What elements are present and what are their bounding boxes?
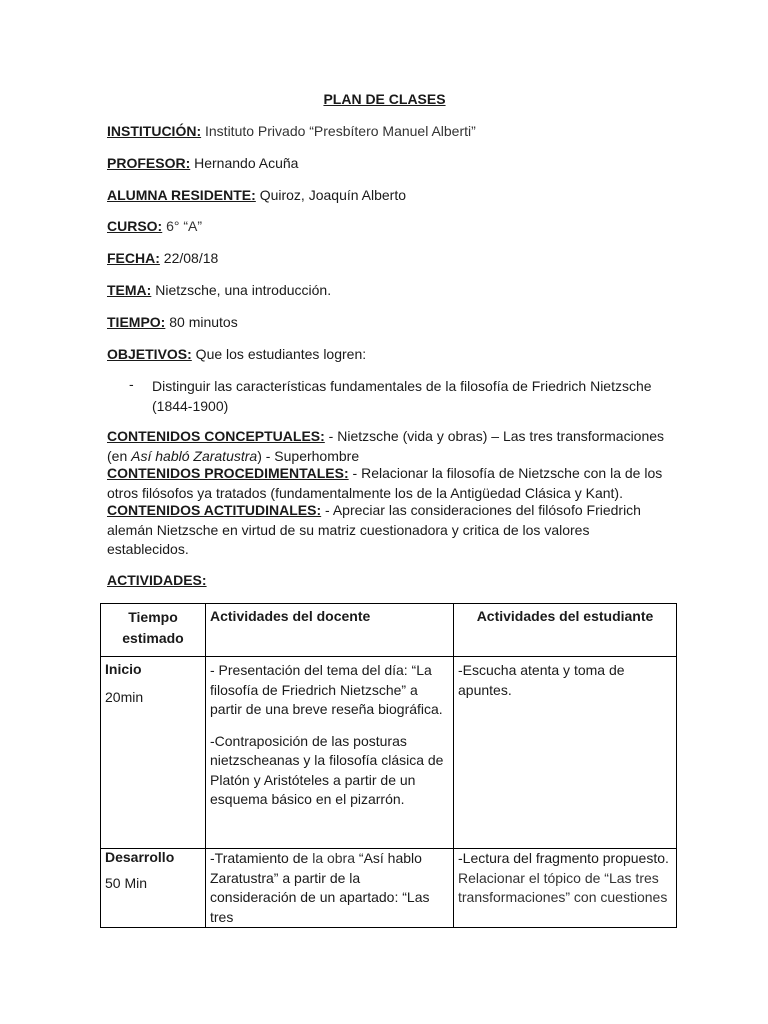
section-text: - Apreciar las consideraciones del filósofo Friedrich alemán Nietzsche en virtud de su matriz cuestionadora y critica de los valores establecidos. xyxy=(107,502,641,557)
docente-activity: -Contraposición de las posturas nietzscheanas y la filosofía clásica de Platón y Aristóteles a partir de un esquema básico en el pizarrón. xyxy=(210,732,444,807)
bullet-dash: - xyxy=(129,376,134,392)
section-text: - Relacionar la filosofía de Nietzsche con la de los otros filósofos ya tratados (fundamentalmente los de la Antigüedad Clásica y Kant). xyxy=(107,465,663,501)
estudiante-activity: -Lectura del fragmento propuesto. xyxy=(458,850,669,866)
field-fecha xyxy=(107,250,218,266)
section-text: - Nietzsche (vida y obras) – Las tres transformaciones (en xyxy=(107,428,665,464)
estudiante-activity: Relacionar el tópico de “Las tres transformaciones” con cuestiones xyxy=(458,869,668,905)
field-value: 80 minutos xyxy=(165,314,238,330)
actividades-heading xyxy=(107,572,207,588)
contenidos-conceptuales xyxy=(107,427,667,466)
table-row xyxy=(101,657,677,849)
stage-label: Inicio xyxy=(105,661,142,677)
stage-label: Desarrollo xyxy=(105,849,175,865)
field-curso xyxy=(107,218,202,234)
field-label: TIEMPO: xyxy=(107,314,166,330)
section-text: ) - Superhombre xyxy=(257,447,360,464)
time-cell xyxy=(101,849,206,928)
field-tema xyxy=(107,282,331,298)
field-value: Quiroz, Joaquín Alberto xyxy=(255,187,407,203)
field-value: 22/08/18 xyxy=(159,250,219,266)
docente-activity: la obra xyxy=(312,850,356,866)
field-label: INSTITUCIÓN: xyxy=(107,123,202,139)
header-docente: Actividades del docente xyxy=(206,604,454,657)
activities-table xyxy=(100,603,677,928)
docente-cell xyxy=(206,849,454,928)
field-label: CURSO: xyxy=(107,218,163,234)
field-objetivos xyxy=(107,346,366,362)
header-estudiante: Actividades del estudiante xyxy=(454,604,677,657)
field-profesor xyxy=(107,155,298,171)
activities-table-wrap xyxy=(100,603,677,928)
docente-activity: “Así hablo Zaratustra” a partir de la consideración de un apartado: “Las tres xyxy=(210,850,430,925)
section-label: CONTENIDOS CONCEPTUALES: xyxy=(107,428,325,444)
field-value: Instituto Privado “Presbítero Manuel Alberti” xyxy=(201,123,476,139)
field-label: OBJETIVOS: xyxy=(107,346,192,362)
field-value: Hernando Acuña xyxy=(190,155,299,171)
docente-activity: - Presentación del tema del día: “La filosofía de Friedrich Nietzsche” a partir de una breve reseña biográfica. xyxy=(210,662,443,717)
field-label: TEMA: xyxy=(107,282,152,298)
time-cell xyxy=(101,657,206,849)
estudiante-cell: -Escucha atenta y toma de apuntes. xyxy=(454,657,677,849)
table-row xyxy=(101,849,677,928)
field-label: PROFESOR: xyxy=(107,155,191,171)
section-label: CONTENIDOS PROCEDIMENTALES: xyxy=(107,465,349,481)
field-value: 6° “A” xyxy=(162,218,203,234)
field-institucion xyxy=(107,123,476,139)
docente-cell xyxy=(206,657,454,849)
header-tiempo: Tiempo estimado xyxy=(101,604,206,657)
field-value: Que los estudiantes logren: xyxy=(191,346,367,362)
field-alumna xyxy=(107,187,406,203)
section-label: CONTENIDOS ACTITUDINALES: xyxy=(107,502,322,518)
contenidos-procedimentales xyxy=(107,464,667,503)
section-label: ACTIVIDADES: xyxy=(107,572,207,588)
contenidos-actitudinales xyxy=(107,501,667,560)
field-tiempo xyxy=(107,314,238,330)
stage-duration: 50 Min xyxy=(105,875,148,891)
field-label: FECHA: xyxy=(107,250,160,266)
field-label: ALUMNA RESIDENTE: xyxy=(107,187,256,203)
objective-item: Distinguir las características fundamentales de la filosofía de Friedrich Nietzsche (1844-1900) xyxy=(152,378,652,414)
docente-activity: -Tratamiento de xyxy=(210,850,313,866)
stage-duration: 20min xyxy=(105,689,144,705)
table-header-row xyxy=(101,604,677,657)
book-title: Así habló Zaratustra xyxy=(131,447,258,464)
estudiante-cell xyxy=(454,849,677,928)
field-value: Nietzsche, una introducción. xyxy=(151,282,332,298)
page-title: PLAN DE CLASES xyxy=(323,91,446,107)
